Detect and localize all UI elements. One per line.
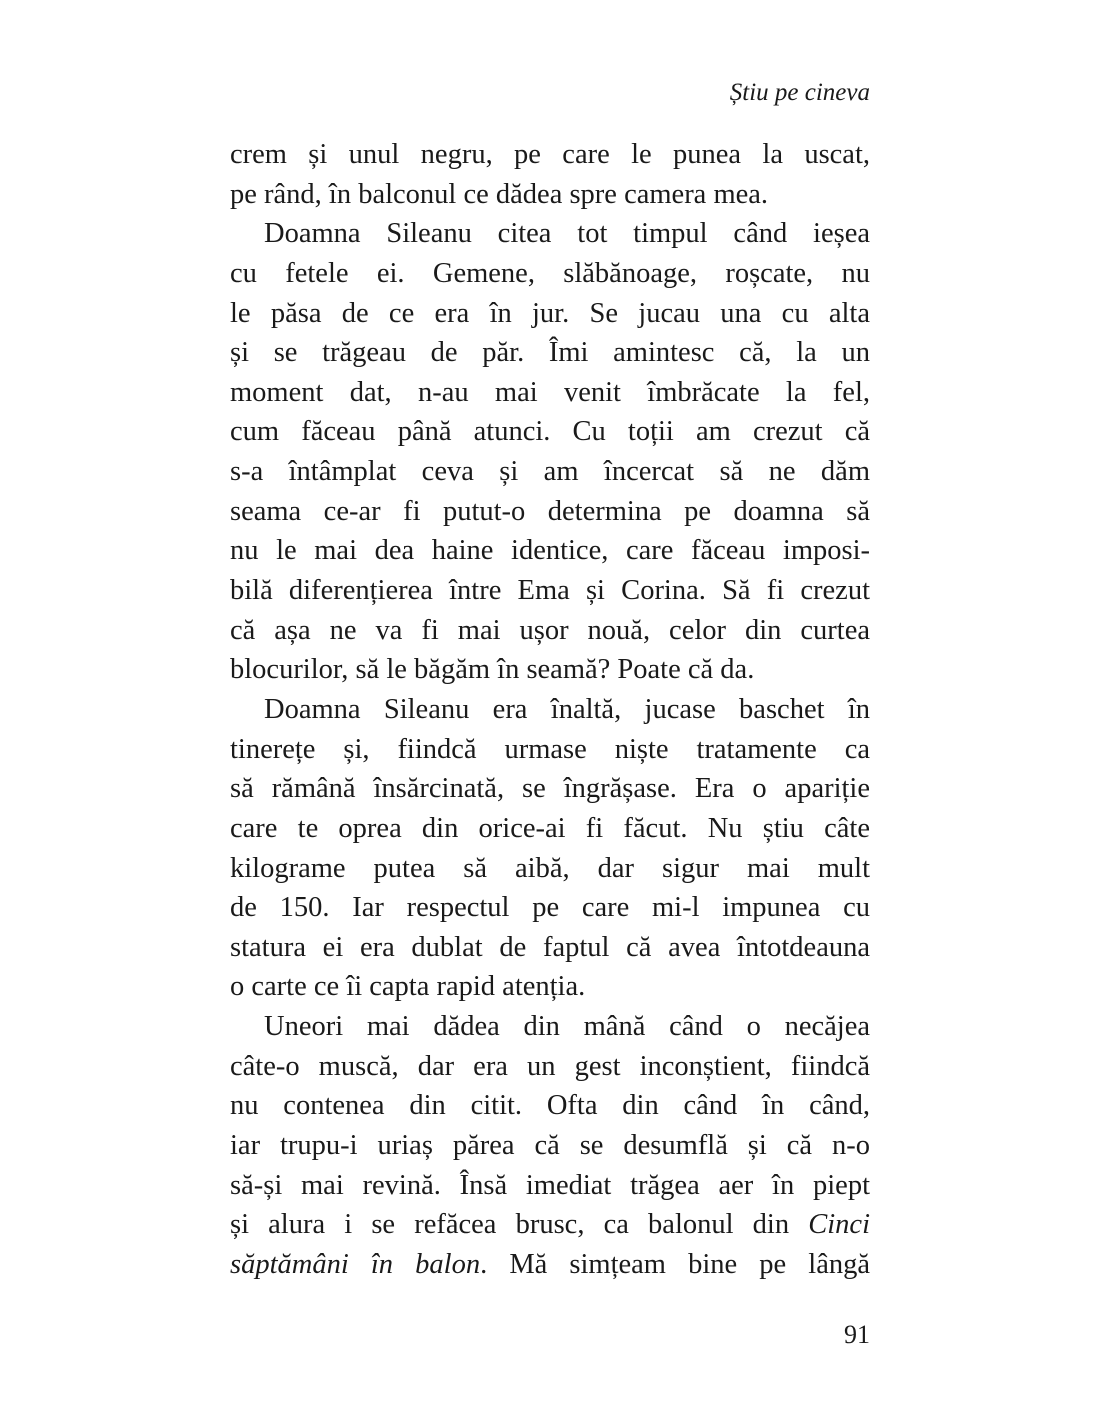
running-head: Știu pe cineva: [729, 79, 870, 106]
text-line: [230, 1205, 870, 1245]
text-line: tinerețe și, fiindcă urmase niște tratamente ca: [230, 733, 870, 765]
text-line: bilă diferențierea între Ema și Corina. Să fi crezut: [230, 575, 870, 607]
text-line: Uneori mai dădea din mână când o necăjea: [264, 1011, 870, 1043]
text-line: kilograme putea să aibă, dar sigur mai mult: [230, 852, 870, 884]
paragraph: [230, 690, 870, 1007]
text-line: care te oprea din orice-ai fi făcut. Nu știu câte: [230, 812, 870, 844]
text-line: statura ei era dublat de faptul că avea întotdeauna: [230, 931, 870, 963]
text-segment: . Mă simțeam bine pe lângă: [480, 1248, 870, 1280]
text-line: nu contenea din citit. Ofta din când în când,: [230, 1090, 870, 1122]
text-segment: și alura i se refăcea brusc, ca balonul din: [230, 1209, 809, 1241]
text-line: le păsa de ce era în jur. Se jucau una cu alta: [230, 297, 870, 329]
text-line: cu fetele ei. Gemene, slăbănoage, roșcate, nu: [230, 257, 870, 289]
text-line: Doamna Sileanu citea tot timpul când ieșea: [264, 218, 870, 250]
paragraph: [230, 214, 870, 690]
text-line: de 150. Iar respectul pe care mi-l impunea cu: [230, 892, 870, 924]
text-line: să rămână însărcinată, se îngrășase. Era o apariție: [230, 773, 870, 805]
text-line: [230, 1245, 870, 1285]
text-line: o carte ce îi capta rapid atenția.: [230, 971, 586, 1003]
text-line: blocurilor, să le băgăm în seamă? Poate că da.: [230, 654, 755, 686]
text-line: seama ce-ar fi putut-o determina pe doamna să: [230, 495, 870, 527]
italic-title-text: săptămâni în balon: [230, 1248, 481, 1280]
text-line: că așa ne va fi mai ușor nouă, celor din curtea: [230, 614, 870, 646]
text-line: pe rând, în balconul ce dădea spre camera mea.: [230, 178, 769, 210]
text-line: cum făceau până atunci. Cu toții am crezut că: [230, 416, 870, 448]
text-line: crem și unul negru, pe care le punea la uscat,: [230, 139, 870, 170]
paragraph: [230, 135, 870, 214]
text-line: și se trăgeau de păr. Îmi amintesc că, la un: [230, 337, 870, 369]
text-line: moment dat, n-au mai venit îmbrăcate la fel,: [230, 376, 870, 408]
text-line: s-a întâmplat ceva și am încercat să ne dăm: [230, 456, 870, 488]
paragraph: [230, 1007, 870, 1284]
text-line: să-și mai revină. Însă imediat trăgea aer în piept: [230, 1169, 870, 1201]
text-line: nu le mai dea haine identice, care făceau imposi-: [230, 535, 870, 567]
body-text: [230, 135, 870, 1285]
italic-title-text: Cinci: [808, 1209, 870, 1241]
page-number: 91: [844, 1320, 870, 1349]
text-line: câte-o muscă, dar era un gest inconștient, fiindcă: [230, 1050, 870, 1082]
text-line: Doamna Sileanu era înaltă, jucase baschet în: [264, 693, 870, 725]
text-line: iar trupu-i uriaș părea că se desumflă și că n-o: [230, 1130, 870, 1162]
